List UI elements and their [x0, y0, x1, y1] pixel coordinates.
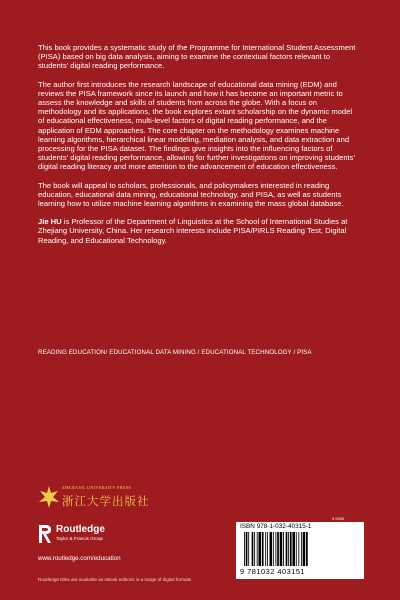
routledge-name: Routledge: [56, 524, 105, 535]
barcode-icon: [242, 532, 360, 569]
isbn-barcode-panel: [236, 516, 364, 579]
description-paragraph-3: The book will appeal to scholars, professionals, and policymakers interested in reading education, educational data mining, educational technology, and PISA, as well as students learning how to utilize machine learning algorithms in examining the mass global database.: [38, 180, 344, 209]
ebook-note: Routledge titles are available as eBook editions in a range of digital formats: [38, 577, 192, 582]
zju-emblem-icon: [38, 485, 60, 509]
zju-press-chinese: 浙江大学出版社: [62, 494, 150, 508]
price-code: 9 0000: [332, 516, 345, 521]
author-bio-text: is Professor of the Department of Linguistics at the School of International Studies at Zhejiang University, China. Her research interests include PISA/PIRLS Reading Test, Digital Reading, and Educational Technology.: [38, 217, 348, 245]
routledge-group: Taylor & Francis Group: [56, 536, 103, 541]
publisher-website[interactable]: www.routledge.com/education: [38, 555, 121, 562]
routledge-logo: [38, 523, 238, 553]
routledge-mark-icon: [38, 524, 52, 544]
zju-press-english: ZHEJIANG UNIVERSITY PRESS: [62, 485, 132, 490]
author-bio: [38, 217, 360, 245]
barcode-digits: 9 781032 403151: [240, 567, 306, 576]
description-paragraph-1: This book provides a systematic study of the Programme for International Student Assessment (PISA) based on big data analysis, aiming to examine the contextual factors relevant to students’ digital reading performance.: [38, 43, 356, 71]
author-name: Jie HU: [38, 217, 62, 227]
zhejiang-university-press-logo: [38, 482, 188, 512]
isbn-number: ISBN 978-1-032-40315-1: [240, 523, 312, 530]
book-description: [38, 43, 360, 254]
description-paragraph-2: The author first introduces the research landscape of educational data mining (EDM) and reviews the PISA framework since its launch and how it has become an important metric to assess the knowledge and skills of students from across the globe. With a focus on methodology and its applications, the book explores extant scholarship on the dynamic model of educational effectiveness, multi-level factors of digital reading performance, and the application of EDM approaches. The core chapter on the methodology examines machine learning algorithms, hierarchical linear modeling, mediation analysis, and data extraction and processing for the PISA dataset. The findings give insights into the influencing factors of students’ digital reading performance, allowing for further investigations on improving students’ digital reading literacy and more attention to the advancement of education effectiveness.: [38, 79, 355, 172]
subject-categories: READING EDUCATION/ EDUCATIONAL DATA MINING / EDUCATIONAL TECHNOLOGY / PISA: [38, 349, 312, 356]
